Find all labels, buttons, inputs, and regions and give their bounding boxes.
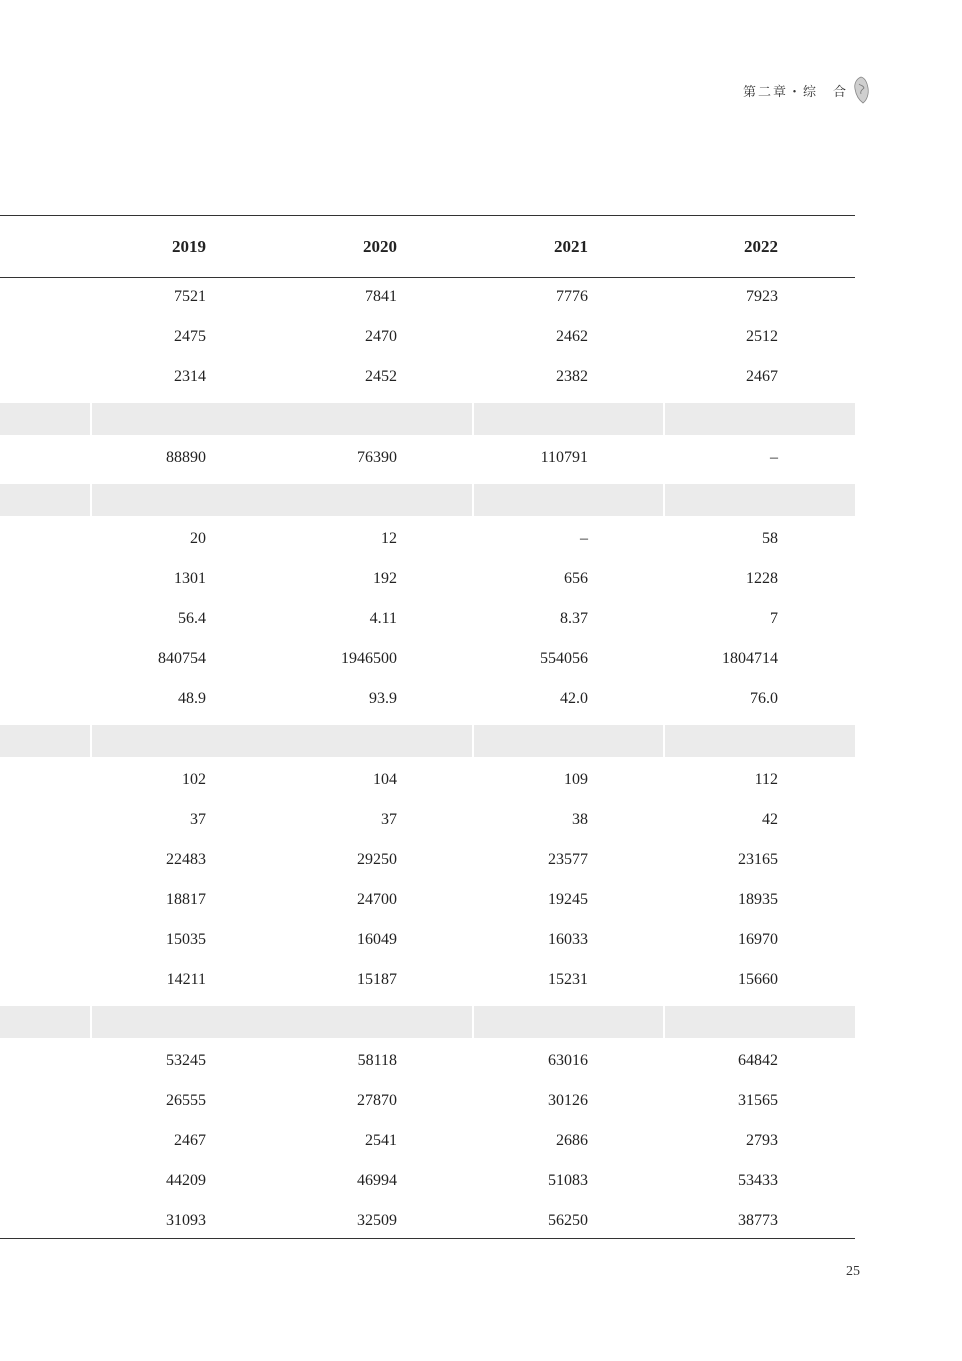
table-cell: 656 (564, 570, 588, 587)
table-cell: 53433 (738, 1172, 778, 1189)
table-cell: 42.0 (560, 690, 588, 707)
table-cell: 58 (762, 530, 778, 547)
table-cell: 2462 (556, 328, 588, 345)
section-band (0, 725, 855, 757)
table-cell: 7923 (746, 288, 778, 305)
table-row (0, 771, 855, 793)
section-band-segment (92, 1006, 472, 1038)
column-header-2019: 2019 (172, 237, 206, 256)
section-band-segment (92, 484, 472, 516)
table-cell: 102 (182, 771, 206, 788)
table-cell: 30126 (548, 1092, 588, 1109)
section-band-segment (665, 403, 855, 435)
chapter-logo-icon (852, 76, 870, 104)
section-band-segment (0, 484, 90, 516)
section-band (0, 403, 855, 435)
table-cell: 18935 (738, 891, 778, 908)
table-cell: 38773 (738, 1212, 778, 1229)
table-row (0, 931, 855, 953)
table-row (0, 1212, 855, 1234)
table-cell: 27870 (357, 1092, 397, 1109)
section-band-segment (665, 484, 855, 516)
table-row (0, 650, 855, 672)
table-row (0, 971, 855, 993)
section-band-segment (0, 1006, 90, 1038)
table-cell: 58118 (357, 1052, 397, 1069)
table-cell: 4.11 (369, 610, 397, 627)
table-cell: 2314 (174, 368, 206, 385)
table-cell: 1946500 (341, 650, 397, 667)
section-band (0, 1006, 855, 1038)
table-cell: 19245 (548, 891, 588, 908)
table-cell: 37 (381, 811, 397, 828)
table-cell: 2793 (746, 1132, 778, 1149)
table-row (0, 1052, 855, 1074)
table-cell: 2541 (365, 1132, 397, 1149)
table-cell: 2470 (365, 328, 397, 345)
table-cell: 31093 (166, 1212, 206, 1229)
table-cell: 16049 (357, 931, 397, 948)
table-cell: 18817 (166, 891, 206, 908)
table-cell: 23165 (738, 851, 778, 868)
table-row (0, 610, 855, 632)
section-band-segment (0, 403, 90, 435)
table-cell: 20 (190, 530, 206, 547)
table-cell: 109 (564, 771, 588, 788)
table-bottom-rule (0, 1238, 855, 1239)
table-cell: 7841 (365, 288, 397, 305)
table-cell: 93.9 (369, 690, 397, 707)
table-row (0, 1132, 855, 1154)
section-band-segment (474, 1006, 663, 1038)
table-cell: 2467 (174, 1132, 206, 1149)
table-cell: 2467 (746, 368, 778, 385)
table-row (0, 851, 855, 873)
table-row (0, 449, 855, 471)
table-cell: 14211 (166, 971, 206, 988)
table-top-rule (0, 215, 855, 216)
table-cell: 2475 (174, 328, 206, 345)
table-cell: 2512 (746, 328, 778, 345)
table-cell: 56250 (548, 1212, 588, 1229)
table-cell: 12 (381, 530, 397, 547)
table-row (0, 891, 855, 913)
section-band-segment (665, 725, 855, 757)
page-header (700, 76, 870, 104)
table-cell: – (770, 449, 778, 466)
table-cell: 110791 (540, 449, 588, 466)
table-cell: 15231 (548, 971, 588, 988)
table-cell: 840754 (158, 650, 206, 667)
section-band-segment (665, 1006, 855, 1038)
table-cell: 1301 (174, 570, 206, 587)
table-row (0, 288, 855, 310)
table-cell: 29250 (357, 851, 397, 868)
table-cell: 22483 (166, 851, 206, 868)
table-cell: 1228 (746, 570, 778, 587)
table-cell: 63016 (548, 1052, 588, 1069)
section-band-segment (92, 403, 472, 435)
chapter-title: 第二章・综 合 (742, 84, 848, 100)
table-cell: 24700 (357, 891, 397, 908)
section-band (0, 484, 855, 516)
table-cell: – (580, 530, 588, 547)
column-header-2022: 2022 (744, 237, 778, 256)
table-cell: 38 (572, 811, 588, 828)
table-row (0, 1092, 855, 1114)
table-row (0, 1172, 855, 1194)
table-cell: 554056 (540, 650, 588, 667)
table-cell: 112 (754, 771, 778, 788)
section-band-segment (0, 725, 90, 757)
table-cell: 7776 (556, 288, 588, 305)
table-cell: 23577 (548, 851, 588, 868)
table-cell: 15035 (166, 931, 206, 948)
table-cell: 51083 (548, 1172, 588, 1189)
table-cell: 44209 (166, 1172, 206, 1189)
table-cell: 48.9 (178, 690, 206, 707)
column-header-2021: 2021 (554, 237, 588, 256)
table-cell: 53245 (166, 1052, 206, 1069)
table-cell: 26555 (166, 1092, 206, 1109)
table-header-row (0, 237, 855, 259)
table-cell: 104 (373, 771, 397, 788)
table-row (0, 530, 855, 552)
table-cell: 2686 (556, 1132, 588, 1149)
section-band-segment (474, 403, 663, 435)
table-cell: 2382 (556, 368, 588, 385)
table-cell: 42 (762, 811, 778, 828)
page-number: 25 (846, 1264, 860, 1279)
table-cell: 76390 (357, 449, 397, 466)
table-cell: 15660 (738, 971, 778, 988)
section-band-segment (474, 725, 663, 757)
table-cell: 64842 (738, 1052, 778, 1069)
table-cell: 37 (190, 811, 206, 828)
section-band-segment (92, 725, 472, 757)
table-cell: 7 (770, 610, 778, 627)
table-cell: 46994 (357, 1172, 397, 1189)
table-cell: 15187 (357, 971, 397, 988)
table-cell: 16970 (738, 931, 778, 948)
table-row (0, 368, 855, 390)
table-cell: 76.0 (750, 690, 778, 707)
column-header-2020: 2020 (363, 237, 397, 256)
table-row (0, 690, 855, 712)
table-cell: 8.37 (560, 610, 588, 627)
table-cell: 31565 (738, 1092, 778, 1109)
table-cell: 56.4 (178, 610, 206, 627)
table-header-rule (0, 277, 855, 278)
table-row (0, 328, 855, 350)
table-cell: 7521 (174, 288, 206, 305)
table-cell: 192 (373, 570, 397, 587)
table-row (0, 811, 855, 833)
section-band-segment (474, 484, 663, 516)
table-cell: 32509 (357, 1212, 397, 1229)
table-row (0, 570, 855, 592)
table-cell: 16033 (548, 931, 588, 948)
table-cell: 2452 (365, 368, 397, 385)
table-cell: 88890 (166, 449, 206, 466)
table-cell: 1804714 (722, 650, 778, 667)
